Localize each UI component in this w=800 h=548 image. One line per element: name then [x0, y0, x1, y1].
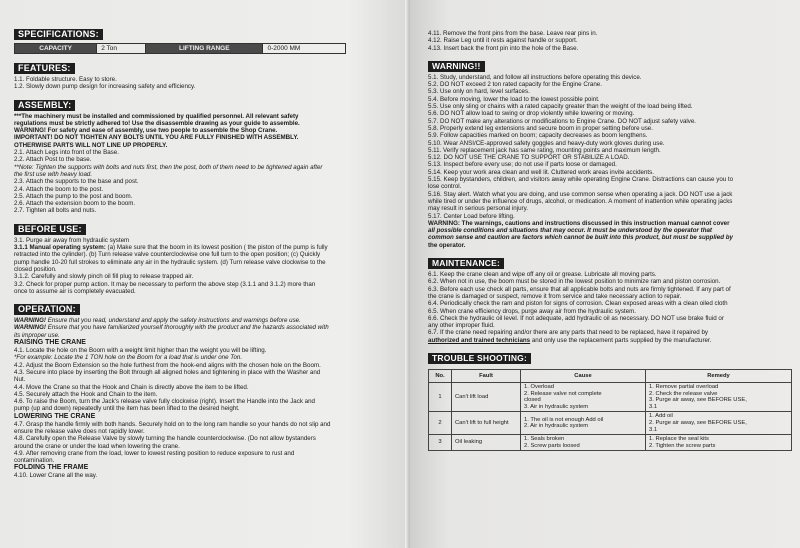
- feature-item: 1.1. Foldable structure. Easy to store.: [14, 76, 117, 83]
- assembly-heading: ASSEMBLY:: [14, 100, 75, 111]
- row-number: 1: [429, 382, 452, 411]
- warning-item: 5.7. DO NOT make any alterations or modifications to Engine Crane. DO NOT adjust safety valve.: [428, 117, 697, 125]
- final-warning: WARNING: The warnings, cautions and instructions discussed in this instruction manual cannot cover: [428, 219, 730, 227]
- row-number: 3: [429, 435, 452, 451]
- maintenance-heading: MAINTENANCE:: [428, 258, 504, 269]
- operation-step: 4.4. Move the Crane so that the Hook and Chain is directly above the item to be lifted.: [14, 383, 249, 391]
- column-header-cause: Cause: [521, 369, 646, 382]
- warning-item: 5.16. Stay alert. Watch what you are doing, and use common sense when operating a jack. DO NOT use a jack: [428, 190, 733, 198]
- folding-frame-title: FOLDING THE FRAME: [14, 464, 89, 472]
- operation-step: Nut.: [14, 376, 26, 384]
- remedy-line: 3.1: [649, 426, 658, 433]
- before-use-heading: BEFORE USE:: [14, 224, 86, 235]
- maintenance-item: 6.5. When crane efficiency drops, purge away air from the hydraulic system.: [428, 307, 636, 315]
- column-header-remedy: Remedy: [646, 369, 792, 382]
- operation-heading: OPERATION:: [14, 304, 80, 315]
- right-page-content: [428, 30, 794, 451]
- operation-example: *For example: Locate the 1 TON hole on the Boom for a load that is under one Ton.: [14, 354, 243, 362]
- warning-item: 5.11. Verify replacement jack has same rating, mounting points and maximum length.: [428, 146, 661, 154]
- assembly-important: OTHERWISE PARTS WILL NOT LINE UP PROPERLY.: [14, 141, 168, 149]
- features-heading: FEATURES:: [14, 63, 75, 74]
- assembly-step: 2.3. Attach the supports to the base and post.: [14, 178, 139, 186]
- manual-operating-text: (a) Make sure that the boom in its lowest position ( the piston of the pump is fully: [105, 244, 328, 252]
- feature-item: 1.2. Slowly down pump design for increasing safety and efficiency.: [14, 83, 196, 91]
- cause-line: 1. Overload: [524, 383, 554, 390]
- warning-item: while tired or under the influence of drugs, alcohol, or medication. A moment of inattention while operating jacks: [428, 197, 733, 205]
- before-use-line: 3.1.2. Carefully and slowly pinch oil fill plug to release trapped air.: [14, 273, 194, 281]
- left-page-content: [14, 24, 398, 480]
- maintenance-item: 6.1. Keep the crane clean and wipe off any oil or grease. Lubricate all moving parts.: [428, 271, 657, 279]
- warning-item: 5.15. Keep bystanders, children, and visitors away while operating Engine Crane. Distractions can cause you to: [428, 176, 734, 184]
- before-use-line: pump handle 10-20 full strokes to eliminate any air in the hydraulic system. (d) Turn release valve clockwise to the: [14, 258, 326, 266]
- operation-step: 4.5. Securely attach the Hook and Chain to the item.: [14, 390, 158, 398]
- operation-step: 4.9. After removing crane from the load, lower to lowest resting position to reduce exposure to rust and: [14, 449, 295, 457]
- final-warning: the operator.: [428, 241, 466, 249]
- row-fault: Can't lift to full height: [452, 412, 521, 435]
- cause-line: 3. Air in hydraulic system: [524, 403, 589, 410]
- final-warning: all possible conditions and situations that may occur. It must be understood by the operator that: [428, 227, 712, 235]
- cause-line: 2. Release valve not complete: [524, 390, 602, 397]
- cause-line: 1. The oil is not enough Add oil: [524, 416, 604, 423]
- warning-text: Ensure that you have familiarized yourself thoroughly with the product and the hazards associated with: [45, 324, 329, 332]
- final-warning: common sense and caution are factors which cannot be built into this product, but must be supplied by: [428, 234, 733, 242]
- assembly-step: 2.4. Attach the boom to the post.: [14, 185, 104, 193]
- warning-item: 5.4. Before moving, lower the load to the lowest possible point.: [428, 95, 600, 103]
- operation-step: contamination.: [14, 457, 55, 465]
- warning-item: 5.14. Keep your work area clean and well lit. Cluttered work areas invite accidents.: [428, 168, 654, 176]
- cause-line: 2. Air in hydraulic system: [524, 423, 589, 430]
- assembly-note: **Note: Tighten the supports with bolts and nuts first, then the post, both of them need to be tightened again after: [14, 163, 323, 171]
- operation-step: 4.6. To raise the Boom, turn the Jack's release valve fully clockwise (right). Insert the Handle into the Jack and: [14, 398, 315, 406]
- assembly-intro: WARNING! For safety and ease of assembly, use two people to assemble the Shop Crane.: [14, 127, 278, 135]
- warning-item: 5.9. Follow capacities marked on boom; capacity decreases as boom lengthens.: [428, 132, 648, 140]
- operation-warning: its improper use.: [14, 331, 60, 339]
- operation-step: 4.3. Secure into place by inserting the Bolt through all aligned holes and tightening in place with the Washer and: [14, 368, 321, 376]
- row-fault: Oil leaking: [452, 435, 521, 451]
- warning-item: 5.5. Use only sling or chains with a rated capacity greater than the weight of the load being lifted.: [428, 103, 693, 111]
- operation-step: 4.1. Locate the hole on the Boom with a weight limit higher than the weight you will be lifting.: [14, 347, 267, 355]
- cause-line: 2. Screw parts loosed: [524, 442, 580, 449]
- table-header-row: [429, 369, 792, 382]
- maintenance-item: 6.2. When not in use, the boom must be stored in the lowest position to minimize ram and piston corrosion.: [428, 278, 721, 286]
- lowering-crane-title: LOWERING THE CRANE: [14, 412, 96, 420]
- before-use-line: closed position.: [14, 265, 57, 273]
- assembly-step: 2.1. Attach Legs into front of the Base.: [14, 149, 119, 157]
- warning-item: 5.10. Wear ANSI/CE-approved safety goggles and heavy-duty work gloves during use.: [428, 139, 665, 147]
- warning-item: 5.17. Center Load before lifting.: [428, 212, 515, 220]
- warning-item: 5.1. Study, understand, and follow all instructions before operating this device.: [428, 73, 642, 81]
- warning-heading: WARNING!!: [428, 61, 485, 72]
- operation-warning: [14, 317, 398, 324]
- column-header-fault: Fault: [452, 369, 521, 382]
- specifications-table: [14, 43, 346, 54]
- table-row: [429, 435, 792, 451]
- before-use-line: once to assume air is completely evacuated.: [14, 287, 136, 295]
- remedy-line: 3.1: [649, 403, 658, 410]
- before-use-line: 3.2. Check for proper pump action. It may be necessary to perform the above step (3.1.1 and 3.1.2) more than: [14, 280, 316, 288]
- operation-step: 4.8. Carefully open the Release Valve by slowly turning the handle counterclockwise. (Do not allow bystanders: [14, 435, 316, 443]
- lifting-range-label: LIFTING RANGE: [146, 44, 263, 54]
- row-fault: Can't lift load: [452, 382, 521, 411]
- cause-line: closed: [524, 397, 541, 404]
- assembly-step: 2.7. Tighten all bolts and nuts.: [14, 207, 97, 215]
- row-cause: [521, 412, 646, 435]
- assembly-intro: ***The machinery must be installed and commissioned by qualified personnel. All relevant safety: [14, 112, 299, 120]
- remedy-line: 2. Check the release valve: [649, 390, 718, 397]
- remedy-line: 3. Purge air away, see BEFORE USE,: [649, 397, 747, 404]
- maintenance-item: 6.6. Check the hydraulic oil level. If not adequate, add hydraulic oil as necessary. DO NOT use brake fluid or: [428, 314, 724, 322]
- before-use-line: [14, 244, 398, 251]
- column-header-no: No.: [429, 369, 452, 382]
- specifications-heading: SPECIFICATIONS:: [14, 29, 103, 40]
- remedy-line: 2. Tighten the screw parts: [649, 442, 716, 449]
- warning-item: 5.12. DO NOT USE THE CRANE TO SUPPORT OR STABILIZE A LOAD.: [428, 154, 630, 162]
- assembly-intro: regulations must be strictly adhered to! Use the disassemble drawing as your guide to assemble.: [14, 119, 300, 127]
- maintenance-item: 6.7. If the crane need repairing and/or there are any parts that need to be replaced, have it repaired by: [428, 329, 708, 337]
- maintenance-last-text: and only use the replacement parts supplied by the manufacturer.: [530, 336, 712, 344]
- row-number: 2: [429, 412, 452, 435]
- warning-item: 5.13. Inspect before every use; do not use if parts loose or damaged.: [428, 161, 617, 169]
- assembly-important: IMPORTANT! DO NOT TIGHTEN ANY BOLTS UNTIL YOU ARE FULLY FINISHED WITH ASSEMBLY.: [14, 134, 299, 142]
- trouble-shooting-heading: TROUBLE SHOOTING:: [428, 353, 531, 364]
- row-cause: [521, 435, 646, 451]
- operation-step: 4.7. Grasp the handle firmly with both hands. Securely hold on to the long ram handle so your hands do not slip and: [14, 420, 331, 428]
- maintenance-item: 6.4. Periodically check the ram and piston for signs of corrosion. Clean exposed areas with a clean oiled cloth: [428, 300, 728, 308]
- warning-text: Ensure that you read, understand and apply the safety instructions and warnings before use.: [45, 317, 301, 325]
- cause-line: 1. Seals broken: [524, 436, 565, 443]
- authorized-technicians: authorized and trained technicians: [428, 336, 531, 344]
- folding-step: 4.12. Raise Leg until it rests against handle or support.: [428, 37, 578, 45]
- maintenance-item: 6.3. Before each use check all parts, ensure that all applicable bolts and nuts are firmly tightened. If any part of: [428, 285, 731, 293]
- warning-item: 5.3. Use only on hard, level surfaces.: [428, 88, 530, 96]
- row-cause: [521, 382, 646, 411]
- lifting-range-value: 0-2000 MM: [263, 44, 346, 54]
- maintenance-item: the crane is damaged or suspect, remove it from service and take necessary action to repair.: [428, 292, 682, 300]
- trouble-shooting-table: [428, 369, 792, 451]
- remedy-line: 1. Replace the seal kits: [649, 436, 709, 443]
- before-use-line: 3.1. Purge air away from hydraulic system: [14, 236, 130, 244]
- assembly-step: 2.5. Attach the pump to the post and boom.: [14, 192, 133, 200]
- folding-step: 4.13. Insert back the front pin into the hole of the Base.: [428, 44, 579, 52]
- remedy-line: 1. Remove partial overload: [649, 383, 719, 390]
- warning-label: WARNING!: [14, 317, 46, 325]
- capacity-label: CAPACITY: [15, 44, 97, 54]
- manual-operating-label: 3.1.1 Manual operating system:: [14, 244, 106, 252]
- assembly-step: 2.6. Attach the extension boom to the boom.: [14, 200, 136, 208]
- operation-warning: [14, 324, 398, 331]
- before-use-line: retracted into the cylinder). (b) Turn release valve counterclockwise one full turn to the open position; (c) Quickly: [14, 251, 321, 259]
- row-remedy: [646, 412, 792, 435]
- operation-step: 4.2. Adjust the Boom Extension so the hole furthest from the hook-end aligns with the chosen hole on the Boom.: [14, 361, 321, 369]
- warning-item: 5.2. DO NOT exceed 2 ton rated capacity for the Engine Crane.: [428, 81, 602, 89]
- warning-item: may result in serious personal injury.: [428, 205, 528, 213]
- raising-crane-title: RAISING THE CRANE: [14, 339, 86, 347]
- folding-step: 4.11. Remove the front pins from the base. Leave rear pins in.: [428, 30, 598, 37]
- operation-step: around the crane or under the load when lowering the crane.: [14, 442, 180, 450]
- warning-label: WARNING!: [14, 324, 46, 332]
- operation-step: ensure the release valve does not rapidly lower.: [14, 427, 145, 435]
- maintenance-item: [428, 337, 794, 344]
- operation-step: pump (up and down) repeatedly until the item has been lifted to the desired height.: [14, 405, 240, 413]
- warning-item: 5.6. DO NOT allow load to swing or drop violently while lowering or moving.: [428, 110, 635, 118]
- operation-step: 4.10. Lower Crane all the way.: [14, 472, 98, 480]
- warning-item: 5.8. Properly extend leg extensions and secure boom in proper setting before use.: [428, 124, 653, 132]
- assembly-step: 2.2. Attach Post to the base.: [14, 156, 92, 164]
- assembly-note: the first use with heavy load.: [14, 170, 93, 178]
- maintenance-item: any other improper fluid.: [428, 322, 495, 330]
- remedy-line: 1. Add oil: [649, 413, 673, 420]
- capacity-value: 2 Ton: [97, 44, 146, 54]
- right-page: [410, 0, 800, 548]
- remedy-line: 2. Purge air away, see BEFORE USE,: [649, 419, 747, 426]
- row-remedy: [646, 435, 792, 451]
- table-row: [429, 412, 792, 435]
- warning-list: [428, 74, 794, 220]
- warning-item: lose control.: [428, 183, 462, 191]
- row-remedy: [646, 382, 792, 411]
- table-row: [429, 382, 792, 411]
